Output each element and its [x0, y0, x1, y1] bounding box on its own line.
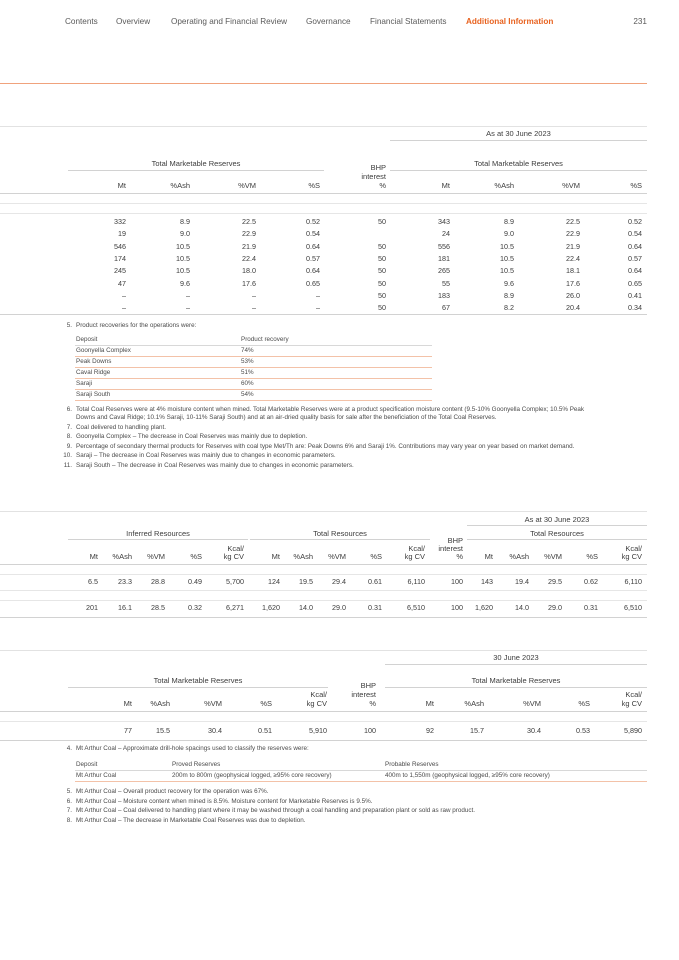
note-text: Mt Arthur Coal – Overall product recovery for the operation was 67%. — [76, 788, 269, 795]
nav-contents[interactable]: Contents — [65, 17, 98, 26]
note-4 — [62, 745, 622, 753]
cell-vm-2023: 21.9 — [566, 241, 580, 251]
col-s-left: %S — [308, 181, 320, 190]
column-header: %S — [586, 552, 598, 561]
note-5 — [62, 322, 622, 330]
cell-value: 19.5 — [299, 577, 313, 586]
column-header: %S — [578, 699, 590, 708]
cell-vm-2023: 22.9 — [566, 229, 580, 239]
column-header: %Ash — [509, 552, 529, 561]
note-text: Mt Arthur Coal – Moisture content when mined is 8.5%. Moisture content for Marketable Reserves is 9.5%. — [76, 797, 373, 805]
column-header: %Ash — [112, 552, 132, 561]
cell-value: 16.1 — [118, 603, 132, 612]
cell-mt-2023: 55 — [442, 278, 450, 288]
note-text: Percentage of secondary thermal products for Reserves with coal type Met/Th are: Peak Downs 6% and Saraji 1%. Contributions may vary year on year based on market demand. — [76, 443, 575, 450]
col-vm-right: %VM — [562, 181, 580, 190]
column-header-kcal: Kcal/ — [408, 544, 425, 553]
bhp-interest-line2: interest — [438, 544, 463, 553]
cell-s-2023: 0.41 — [628, 290, 642, 300]
cell-value: 6,110 — [624, 577, 642, 586]
cell-value: 100 — [451, 577, 463, 586]
header-bottom-rule — [0, 564, 647, 565]
cell-recovery: 53% — [241, 358, 254, 365]
cell-s: – — [316, 290, 320, 300]
product-recovery-table — [75, 334, 432, 400]
cell-mt-2023: 183 — [438, 290, 450, 300]
note-number: 10. — [63, 452, 72, 459]
header-probable-reserves: Probable Reserves — [385, 761, 439, 768]
cell-vm-2023: 22.4 — [566, 253, 580, 263]
note-number: 8. — [66, 433, 72, 440]
column-header: %VM — [204, 699, 222, 708]
cell-vm: 18.0 — [242, 266, 256, 276]
cell-value: 30.4 — [208, 726, 222, 735]
header-product-recovery: Product recovery — [241, 336, 289, 343]
column-header-kcal: kg CV — [306, 699, 327, 708]
group-header-right: Total Marketable Reserves — [471, 676, 561, 685]
cell-vm-2023: 22.5 — [566, 217, 580, 226]
cell-value: 92 — [426, 726, 434, 735]
column-header: %VM — [523, 699, 541, 708]
cell-bhp: 50 — [378, 253, 386, 263]
cell-value: 143 — [481, 577, 493, 586]
note-text: Mt Arthur Coal – Coal delivered to handling plant where it may be washed through a coal handling and preparation plant or sold as raw product. — [76, 807, 476, 814]
cell-vm: – — [252, 290, 256, 300]
column-header: Mt — [484, 552, 493, 561]
cell-value: 0.61 — [368, 577, 382, 586]
note-number: 9. — [66, 443, 72, 450]
cell-value: 0.49 — [188, 577, 202, 586]
cell-probable: 400m to 1,550m (geophysical logged, ≥95% core recovery) — [385, 772, 550, 779]
bhp-interest-line2: interest — [351, 690, 376, 699]
note-text: Product recoveries for the operations were: — [76, 322, 197, 329]
cell-value: 29.0 — [332, 603, 346, 612]
cell-ash: – — [186, 290, 190, 300]
group-header-left: Total Marketable Reserves — [151, 159, 241, 168]
cell-mt: 174 — [114, 253, 126, 263]
cell-recovery: 54% — [241, 391, 254, 398]
cell-value: 0.62 — [584, 577, 598, 586]
note-text: Mt Arthur Coal – Approximate drill-hole spacings used to classify the reserves were: — [76, 745, 309, 752]
footnote — [62, 433, 652, 441]
cell-s: – — [316, 303, 320, 313]
bhp-interest-line1: BHP — [360, 681, 376, 690]
cell-mt: – — [122, 303, 126, 313]
cell-ash: – — [186, 303, 190, 313]
cell-vm-2023: 17.6 — [566, 278, 580, 288]
cell-ash-2023: 10.5 — [500, 253, 514, 263]
footnote — [62, 788, 652, 796]
cell-value: 29.0 — [548, 603, 562, 612]
cell-value: 0.31 — [584, 603, 598, 612]
column-header: Mt — [271, 552, 280, 561]
cell-value: 14.0 — [299, 603, 313, 612]
header-deposit: Deposit — [76, 761, 98, 768]
cell-value: 0.53 — [576, 726, 590, 735]
table-top-rule — [0, 126, 647, 127]
cell-s: 0.57 — [306, 253, 320, 263]
column-header-kcal: Kcal/ — [625, 544, 642, 553]
cell-value: 6,510 — [624, 603, 642, 612]
table-top-rule — [0, 650, 647, 651]
group-total: Total Resources — [313, 529, 367, 538]
note-text: Saraji South – The decrease in Coal Reserves was mainly due to changes in economic parameters. — [76, 462, 354, 469]
footnote — [62, 798, 652, 806]
table-bottom-rule — [0, 617, 647, 618]
table-top-rule — [0, 511, 647, 512]
group-inferred: Inferred Resources — [126, 529, 190, 538]
cell-bhp: 50 — [378, 290, 386, 300]
as-at-label: As at 30 June 2023 — [524, 515, 590, 524]
cell-deposit: Saraji — [76, 380, 93, 387]
bhp-interest-line1: BHP — [447, 536, 463, 545]
cell-vm: 22.5 — [242, 217, 256, 226]
column-header-kcal: kg CV — [621, 699, 642, 708]
cell-value: 100 — [451, 603, 463, 612]
note-number: 6. — [66, 797, 72, 805]
column-header: %S — [370, 552, 382, 561]
bhp-interest-line1: BHP — [370, 163, 386, 172]
bhp-interest-line3: % — [369, 699, 376, 708]
footnote — [62, 452, 652, 460]
column-header: %S — [190, 552, 202, 561]
cell-mt: 245 — [114, 266, 126, 276]
group-total-right: Total Resources — [530, 529, 584, 538]
nav-overview[interactable]: Overview — [116, 17, 151, 26]
cell-proved: 200m to 800m (geophysical logged, ≥95% core recovery) — [172, 772, 332, 779]
column-header: %Ash — [293, 552, 313, 561]
footnote — [62, 462, 652, 470]
cell-value: 1,620 — [475, 603, 493, 612]
note-number: 4. — [66, 745, 72, 752]
cell-ash: 9.0 — [180, 229, 190, 239]
cell-value: 15.7 — [470, 726, 484, 735]
row-rule — [0, 203, 647, 204]
bhp-interest-line3: % — [379, 181, 386, 190]
group-header-right: Total Marketable Reserves — [474, 159, 563, 168]
header-deposit: Deposit — [76, 336, 98, 343]
cell-value: 5,890 — [624, 726, 642, 735]
cell-value: 30.4 — [527, 726, 541, 735]
column-header: Mt — [123, 699, 132, 708]
header-divider — [0, 83, 647, 84]
col-ash-right: %Ash — [494, 181, 514, 190]
cell-value: 124 — [268, 577, 280, 586]
header-bottom-rule — [0, 711, 647, 712]
header-proved-reserves: Proved Reserves — [172, 761, 221, 768]
cell-s-2023: 0.34 — [628, 303, 642, 313]
cell-s-2023: 0.57 — [628, 253, 642, 263]
note-text: Coal delivered to handling plant. — [76, 424, 166, 431]
cell-mt: 332 — [114, 217, 126, 226]
col-vm-left: %VM — [238, 181, 256, 190]
cell-value: 201 — [86, 603, 98, 612]
col-s-right: %S — [630, 181, 642, 190]
cell-recovery: 51% — [241, 369, 254, 376]
row-rule — [0, 600, 647, 601]
note-text: Mt Arthur Coal – The decrease in Marketable Coal Reserves was due to depletion. — [76, 816, 306, 824]
col-ash-left: %Ash — [170, 181, 190, 190]
cell-vm: – — [252, 303, 256, 313]
group-rule — [467, 539, 647, 540]
cell-s: 0.52 — [306, 217, 320, 226]
cell-s-2023: 0.65 — [628, 278, 642, 288]
note-number: 7. — [66, 424, 72, 431]
column-header-kcal: Kcal/ — [625, 690, 642, 699]
column-header: %Ash — [464, 699, 484, 708]
column-header: Mt — [89, 552, 98, 561]
cell-vm-2023: 26.0 — [566, 290, 580, 300]
cell-vm: 22.4 — [242, 253, 256, 263]
column-header-kcal: Kcal/ — [227, 544, 244, 553]
col-mt-left: Mt — [117, 181, 126, 190]
cell-s-2023: 0.64 — [628, 241, 642, 251]
cell-bhp: 50 — [378, 278, 386, 288]
cell-s-2023: 0.54 — [628, 229, 642, 239]
cell-bhp: 50 — [378, 241, 386, 251]
cell-ash: 8.9 — [180, 217, 190, 226]
footnote — [62, 424, 652, 432]
cell-value: 77 — [124, 726, 132, 735]
cell-mt: – — [122, 290, 126, 300]
cell-deposit: Goonyella Complex — [76, 347, 131, 354]
column-header: %Ash — [150, 699, 170, 708]
note-text: Downs and Caval Ridge; 10.1% Saraji, 10-11% Saraji South) and at an air-dried quality basis for sale after the beneficiation of the Total Coal Reserves. — [76, 414, 497, 421]
cell-ash-2023: 9.6 — [504, 278, 514, 288]
cell-mt-2023: 181 — [438, 253, 450, 263]
col-mt-right: Mt — [441, 181, 450, 190]
note-number: 5. — [66, 788, 72, 795]
cell-bhp: 50 — [378, 266, 386, 276]
cell-mt-2023: 265 — [438, 266, 450, 276]
nav-financial-statements[interactable]: Financial Statements — [370, 17, 447, 26]
cell-ash-2023: 8.9 — [504, 217, 514, 226]
bhp-interest-line3: % — [456, 552, 463, 561]
cell-mt: 19 — [118, 229, 126, 239]
cell-value: 5,700 — [226, 577, 244, 586]
cell-deposit: Mt Arthur Coal — [76, 772, 117, 779]
row-rule — [0, 574, 647, 575]
footnote — [62, 443, 652, 451]
cell-mt-2023: 24 — [442, 229, 450, 239]
cell-s-2023: 0.52 — [628, 217, 642, 226]
cell-s: 0.64 — [306, 241, 320, 251]
cell-value: 100 — [364, 726, 376, 735]
top-navigation — [65, 17, 647, 31]
cell-ash: 10.5 — [176, 253, 190, 263]
cell-value: 6,271 — [226, 603, 244, 612]
note-text: Total Coal Reserves were at 4% moisture content when mined. Total Marketable Reserves were at a product specification moisture content (9.5-10% Goonyella Complex; 10.5% Peak — [76, 406, 585, 413]
cell-value: 14.0 — [515, 603, 529, 612]
row-rule — [0, 213, 647, 214]
cell-mt: 47 — [118, 278, 126, 288]
cell-mt-2023: 67 — [442, 303, 450, 313]
column-header-kcal: kg CV — [404, 552, 425, 561]
cell-value: 0.51 — [258, 726, 272, 735]
row-rule — [0, 721, 647, 722]
as-at-label: 30 June 2023 — [493, 653, 539, 662]
table-row — [75, 389, 432, 401]
cell-value: 29.5 — [548, 577, 562, 586]
cell-value: 6.5 — [88, 577, 98, 586]
column-header-kcal: Kcal/ — [310, 690, 327, 699]
cell-s-2023: 0.64 — [628, 266, 642, 276]
group-rule — [68, 539, 248, 540]
cell-ash: 10.5 — [176, 266, 190, 276]
cell-value: 28.5 — [151, 603, 165, 612]
cell-deposit: Caval Ridge — [76, 369, 111, 376]
group-rule-left — [68, 687, 328, 688]
cell-value: 0.31 — [368, 603, 382, 612]
cell-vm-2023: 18.1 — [566, 266, 580, 276]
group-rule-right — [390, 170, 647, 171]
column-header: Mt — [425, 699, 434, 708]
cell-ash-2023: 9.0 — [504, 229, 514, 239]
group-rule — [250, 539, 430, 540]
cell-vm: 17.6 — [242, 278, 256, 288]
cell-deposit: Peak Downs — [76, 358, 112, 365]
column-header: %VM — [544, 552, 562, 561]
note-number: 11. — [63, 462, 72, 469]
cell-vm-2023: 20.4 — [566, 303, 580, 313]
group-header-left: Total Marketable Reserves — [153, 676, 243, 685]
cell-recovery: 60% — [241, 380, 254, 387]
cell-recovery: 74% — [241, 347, 254, 354]
column-header-kcal: kg CV — [223, 552, 244, 561]
group-rule-left — [68, 170, 324, 171]
nav-operating-financial-review[interactable]: Operating and Financial Review — [171, 17, 288, 26]
cell-value: 28.8 — [151, 577, 165, 586]
note-number: 5. — [66, 322, 72, 329]
footnote — [62, 817, 652, 825]
cell-vm: 21.9 — [242, 241, 256, 251]
column-header-kcal: kg CV — [621, 552, 642, 561]
as-at-rule — [390, 140, 647, 141]
cell-mt-2023: 343 — [438, 217, 450, 226]
note-number: 6. — [66, 406, 72, 413]
column-header: %VM — [328, 552, 346, 561]
cell-value: 1,620 — [262, 603, 280, 612]
cell-ash-2023: 8.2 — [504, 303, 514, 313]
as-at-rule — [385, 664, 647, 665]
cell-bhp: 50 — [378, 217, 386, 226]
cell-value: 6,110 — [407, 577, 425, 586]
cell-mt-2023: 556 — [438, 241, 450, 251]
column-header: %S — [260, 699, 272, 708]
table-row — [75, 770, 647, 782]
cell-value: 6,510 — [407, 603, 425, 612]
cell-deposit: Saraji South — [76, 391, 111, 398]
cell-value: 29.4 — [332, 577, 346, 586]
as-at-rule — [467, 525, 647, 526]
cell-ash: 10.5 — [176, 241, 190, 251]
cell-value: 23.3 — [118, 577, 132, 586]
nav-governance[interactable]: Governance — [306, 17, 351, 26]
nav-additional-information[interactable]: Additional Information — [466, 17, 554, 26]
table-bottom-rule — [0, 314, 647, 315]
cell-mt: 546 — [114, 241, 126, 251]
note-number: 8. — [66, 816, 72, 824]
footnote — [62, 406, 652, 422]
cell-value: 15.5 — [156, 726, 170, 735]
cell-ash-2023: 10.5 — [500, 241, 514, 251]
cell-ash-2023: 10.5 — [500, 266, 514, 276]
cell-vm: 22.9 — [242, 229, 256, 239]
row-rule — [0, 590, 647, 591]
cell-s: 0.65 — [306, 278, 320, 288]
note-number: 7. — [66, 807, 72, 814]
column-header: %VM — [147, 552, 165, 561]
cell-s: 0.54 — [306, 229, 320, 239]
footnote — [62, 807, 652, 815]
cell-value: 19.4 — [515, 577, 529, 586]
note-text: Saraji – The decrease in Coal Reserves was mainly due to changes in economic parameters. — [76, 452, 336, 459]
page-number: 231 — [633, 17, 647, 26]
cell-value: 0.32 — [188, 603, 202, 612]
cell-bhp: 50 — [378, 303, 386, 313]
as-at-label: As at 30 June 2023 — [486, 129, 551, 138]
cell-value: 5,910 — [309, 726, 327, 735]
cell-ash: 9.6 — [180, 278, 190, 288]
table-bottom-rule — [0, 740, 647, 741]
note-text: Goonyella Complex – The decrease in Coal Reserves was mainly due to depletion. — [76, 433, 308, 440]
cell-s: 0.64 — [306, 266, 320, 276]
header-bottom-rule — [0, 193, 647, 194]
group-rule-right — [385, 687, 647, 688]
bhp-interest-line2: interest — [361, 172, 386, 181]
cell-ash-2023: 8.9 — [504, 290, 514, 300]
drill-hole-spacing-table — [75, 759, 647, 783]
